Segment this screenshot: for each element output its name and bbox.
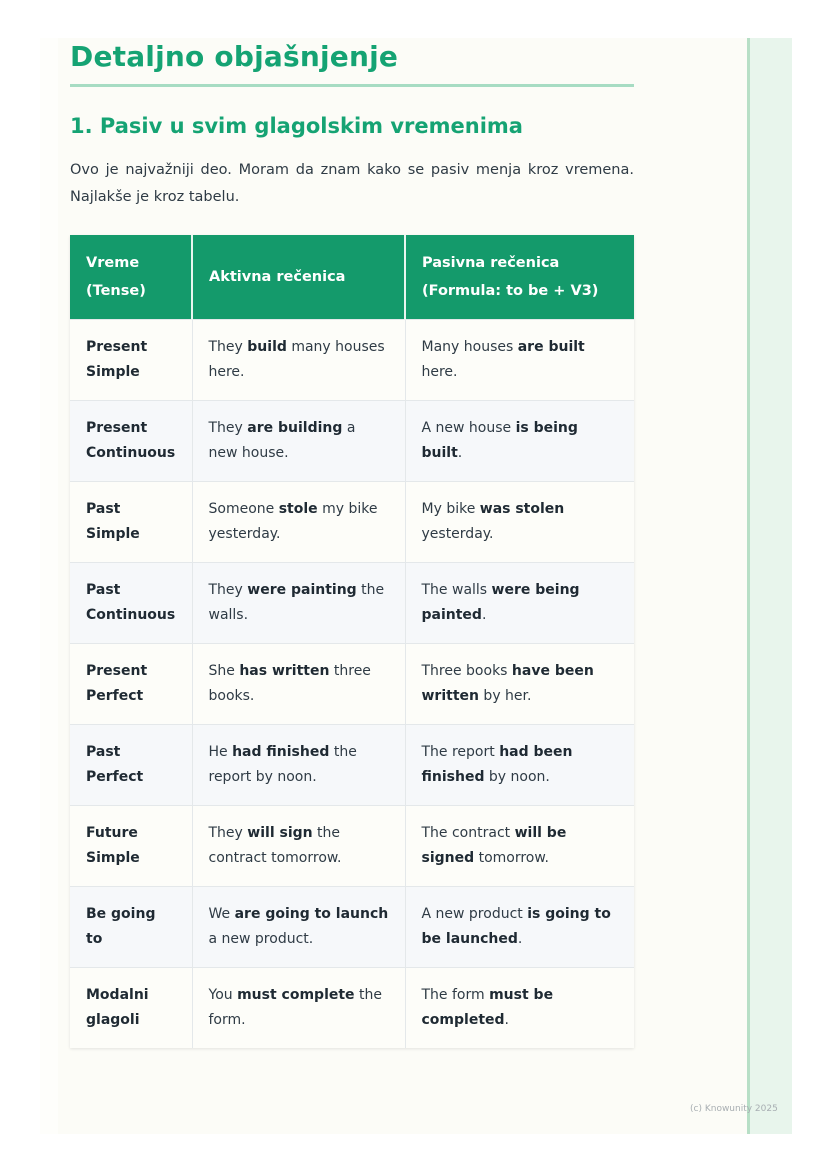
- page-left-fade: [40, 38, 58, 1134]
- active-sentence-post: my bike yesterday.: [208, 501, 378, 542]
- active-sentence-verb: must complete: [237, 987, 355, 1003]
- passive-sentence-verb: have been written: [421, 663, 594, 704]
- passive-sentence-pre: The contract: [421, 825, 515, 841]
- table-row: [70, 320, 634, 401]
- header-passive: [405, 235, 634, 320]
- tense-cell: Present Perfect: [70, 644, 192, 725]
- passive-sentence-verb: must be completed: [421, 987, 554, 1028]
- passive-sentence-post: .: [481, 607, 487, 623]
- active-sentence-cell: [192, 887, 405, 968]
- page-title: Detaljno objašnjenje: [70, 40, 399, 73]
- table-row: [70, 563, 634, 644]
- passive-sentence-pre: The form: [421, 987, 490, 1003]
- table-row: [70, 644, 634, 725]
- header-passive-line2: (Formula: to be + V3): [422, 283, 599, 299]
- active-sentence-verb: stole: [278, 501, 318, 517]
- passive-sentence-cell: [405, 482, 634, 563]
- passive-sentence-post: .: [457, 445, 463, 461]
- title-underline: [70, 84, 634, 87]
- active-sentence-verb: will sign: [247, 825, 313, 841]
- header-tense: [70, 235, 192, 320]
- header-tense-line1: Vreme: [86, 255, 140, 271]
- active-sentence-post: the walls.: [208, 582, 385, 623]
- table-row: [70, 482, 634, 563]
- intro-paragraph: Ovo je najvažniji deo. Moram da znam kako se pasiv menja kroz vremena. Najlakše je kroz tabelu.: [70, 162, 634, 205]
- active-sentence-pre: They: [208, 825, 248, 841]
- passive-sentence-post: here.: [421, 364, 458, 380]
- active-sentence-pre: They: [208, 420, 248, 436]
- active-sentence-post: the report by noon.: [208, 744, 357, 785]
- passive-sentence-pre: Three books: [421, 663, 512, 679]
- passive-sentence-verb: were being painted: [421, 582, 580, 623]
- passive-sentence-verb: had been finished: [421, 744, 573, 785]
- passive-sentence-pre: A new house: [421, 420, 516, 436]
- tense-cell: Present Continuous: [70, 401, 192, 482]
- active-sentence-cell: [192, 968, 405, 1049]
- tense-cell: Present Simple: [70, 320, 192, 401]
- active-sentence-pre: They: [208, 582, 248, 598]
- active-sentence-cell: [192, 320, 405, 401]
- table-row: [70, 725, 634, 806]
- active-sentence-pre: Someone: [208, 501, 279, 517]
- tense-cell: Future Simple: [70, 806, 192, 887]
- passive-sentence-post: .: [517, 931, 523, 947]
- passive-tense-table: [70, 235, 634, 1048]
- tense-cell: Modalni glagoli: [70, 968, 192, 1049]
- tense-cell: Past Simple: [70, 482, 192, 563]
- passive-sentence-pre: A new product: [421, 906, 528, 922]
- passive-sentence-verb: was stolen: [479, 501, 565, 517]
- tense-cell: Past Continuous: [70, 563, 192, 644]
- active-sentence-post: the contract tomorrow.: [208, 825, 342, 866]
- active-sentence-pre: He: [208, 744, 233, 760]
- active-sentence-cell: [192, 482, 405, 563]
- passive-sentence-cell: [405, 401, 634, 482]
- header-tense-line2: (Tense): [86, 283, 146, 299]
- table-row: [70, 887, 634, 968]
- passive-sentence-post: tomorrow.: [474, 850, 549, 866]
- table-row: [70, 968, 634, 1049]
- active-sentence-cell: [192, 401, 405, 482]
- passive-sentence-post: by noon.: [484, 769, 550, 785]
- active-sentence-post: a new house.: [208, 420, 356, 461]
- table-row: [70, 806, 634, 887]
- active-sentence-post: a new product.: [208, 931, 314, 947]
- passive-sentence-cell: [405, 563, 634, 644]
- active-sentence-pre: She: [208, 663, 240, 679]
- passive-sentence-verb: is being built: [421, 420, 578, 461]
- active-sentence-post: three books.: [208, 663, 371, 704]
- header-active: Aktivna rečenica: [192, 235, 405, 320]
- passive-sentence-post: by her.: [478, 688, 532, 704]
- tense-cell: Past Perfect: [70, 725, 192, 806]
- passive-sentence-pre: Many houses: [421, 339, 518, 355]
- passive-sentence-verb: is going to be launched: [421, 906, 611, 947]
- passive-sentence-cell: [405, 644, 634, 725]
- passive-sentence-cell: [405, 725, 634, 806]
- active-sentence-verb: are going to launch: [234, 906, 389, 922]
- header-passive-line1: Pasivna rečenica: [422, 255, 560, 271]
- active-sentence-cell: [192, 725, 405, 806]
- active-sentence-pre: They: [208, 339, 248, 355]
- table-body: [70, 320, 634, 1049]
- active-sentence-verb: were painting: [247, 582, 357, 598]
- passive-sentence-verb: are built: [517, 339, 585, 355]
- tense-cell: Be going to: [70, 887, 192, 968]
- copyright-footer: (c) Knowunity 2025: [690, 1104, 778, 1114]
- passive-sentence-pre: My bike: [421, 501, 480, 517]
- active-sentence-verb: has written: [239, 663, 330, 679]
- section-title: 1. Pasiv u svim glagolskim vremenima: [70, 114, 523, 138]
- passive-sentence-pre: The walls: [421, 582, 492, 598]
- passive-sentence-cell: [405, 806, 634, 887]
- active-sentence-pre: You: [208, 987, 238, 1003]
- active-sentence-cell: [192, 806, 405, 887]
- passive-sentence-post: yesterday.: [421, 526, 494, 542]
- passive-sentence-cell: [405, 887, 634, 968]
- active-sentence-pre: We: [208, 906, 235, 922]
- passive-sentence-cell: [405, 320, 634, 401]
- active-sentence-verb: are building: [247, 420, 343, 436]
- active-sentence-verb: build: [247, 339, 287, 355]
- side-margin-strip: [750, 38, 792, 1134]
- passive-sentence-pre: The report: [421, 744, 500, 760]
- active-sentence-cell: [192, 644, 405, 725]
- active-sentence-post: the form.: [208, 987, 382, 1028]
- table-header-row: [70, 235, 634, 320]
- passive-sentence-post: .: [504, 1012, 509, 1028]
- passive-sentence-cell: [405, 968, 634, 1049]
- active-sentence-cell: [192, 563, 405, 644]
- active-sentence-verb: had finished: [232, 744, 330, 760]
- passive-sentence-verb: will be signed: [421, 825, 567, 866]
- active-sentence-post: many houses here.: [208, 339, 385, 380]
- table-row: [70, 401, 634, 482]
